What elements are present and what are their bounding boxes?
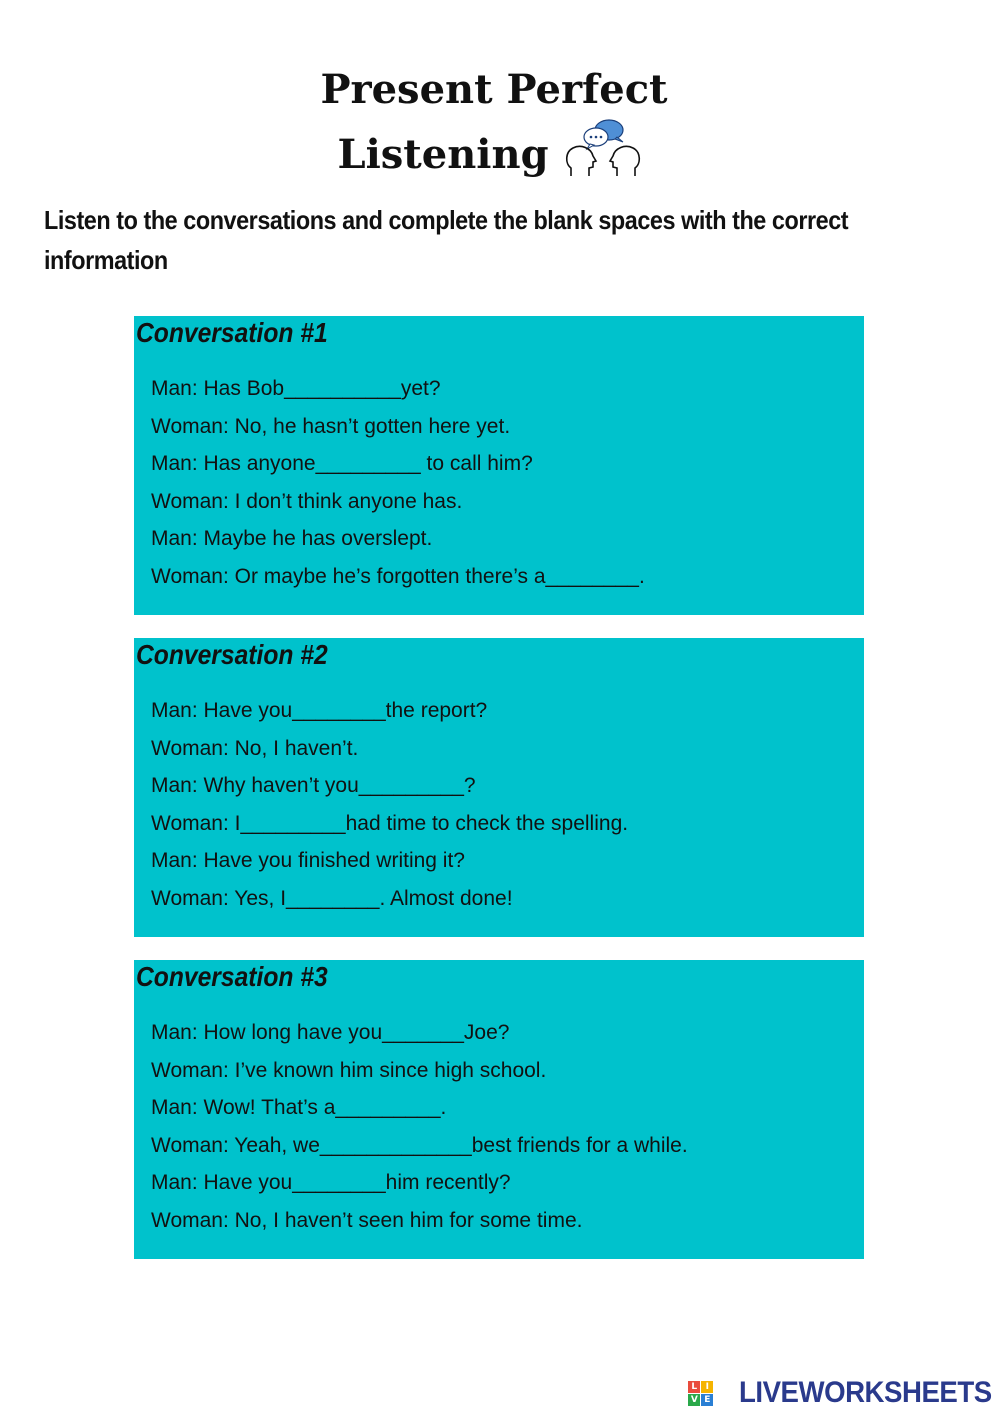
- dialogue-line: Man: Wow! That’s a_________.: [151, 1096, 447, 1119]
- page-subtitle: [0, 131, 990, 178]
- conversation-lines: [151, 1012, 688, 1241]
- conversation-lines: [151, 690, 628, 919]
- conversation-title: Conversation #1: [136, 317, 328, 348]
- page-title: [0, 66, 994, 113]
- dialogue-line: Man: Maybe he has overslept.: [151, 527, 433, 550]
- dialogue-line: Woman: Yeah, we_____________best friends for a while.: [151, 1133, 688, 1157]
- dialogue-line: Man: Have you finished writing it?: [151, 849, 465, 872]
- dialogue-line: Woman: No, I haven’t.: [151, 736, 359, 760]
- dialogue-line: Man: Have you________him recently?: [151, 1171, 511, 1194]
- logo-mark-letter: E: [701, 1394, 713, 1406]
- conversation-panel: [134, 638, 864, 937]
- conversation-panel: [134, 316, 864, 615]
- logo-mark-icon: [688, 1381, 713, 1406]
- dialogue-line: Woman: Yes, I________. Almost done!: [151, 886, 513, 910]
- dialogue-line: Woman: No, he hasn’t gotten here yet.: [151, 414, 511, 438]
- dialogue-line: Man: Have you________the report?: [151, 699, 488, 722]
- title-line-1: Present Perfect: [320, 66, 668, 113]
- dialogue-line: Woman: I’ve known him since high school.: [151, 1058, 547, 1082]
- liveworksheets-logo: [688, 1376, 992, 1410]
- dialogue-line: Woman: No, I haven’t seen him for some time.: [151, 1208, 583, 1232]
- logo-mark-letter: L: [688, 1381, 700, 1393]
- dialogue-line: Woman: I_________had time to check the spelling.: [151, 811, 629, 835]
- dialogue-line: Woman: Or maybe he’s forgotten there’s a________.: [151, 564, 645, 588]
- conversation-title: Conversation #2: [136, 639, 328, 670]
- conversation-lines: [151, 368, 645, 597]
- logo-mark-letter: I: [701, 1381, 713, 1393]
- instructions: Listen to the conversations and complete the blank spaces with the correct information: [44, 205, 849, 275]
- dialogue-line: Man: How long have you_______Joe?: [151, 1021, 510, 1044]
- title-line-2: Listening: [337, 131, 549, 178]
- dialogue-line: Man: Why haven’t you_________?: [151, 774, 476, 797]
- logo-mark-letter: V: [688, 1394, 700, 1406]
- dialogue-line: Man: Has anyone_________ to call him?: [151, 452, 533, 475]
- dialogue-line: Man: Has Bob__________yet?: [151, 377, 441, 400]
- logo-text: LIVEWORKSHEETS: [739, 1376, 992, 1409]
- conversation-heads-icon: [563, 118, 643, 178]
- conversation-panel: [134, 960, 864, 1259]
- dialogue-line: Woman: I don’t think anyone has.: [151, 489, 463, 513]
- conversation-title: Conversation #3: [136, 961, 328, 992]
